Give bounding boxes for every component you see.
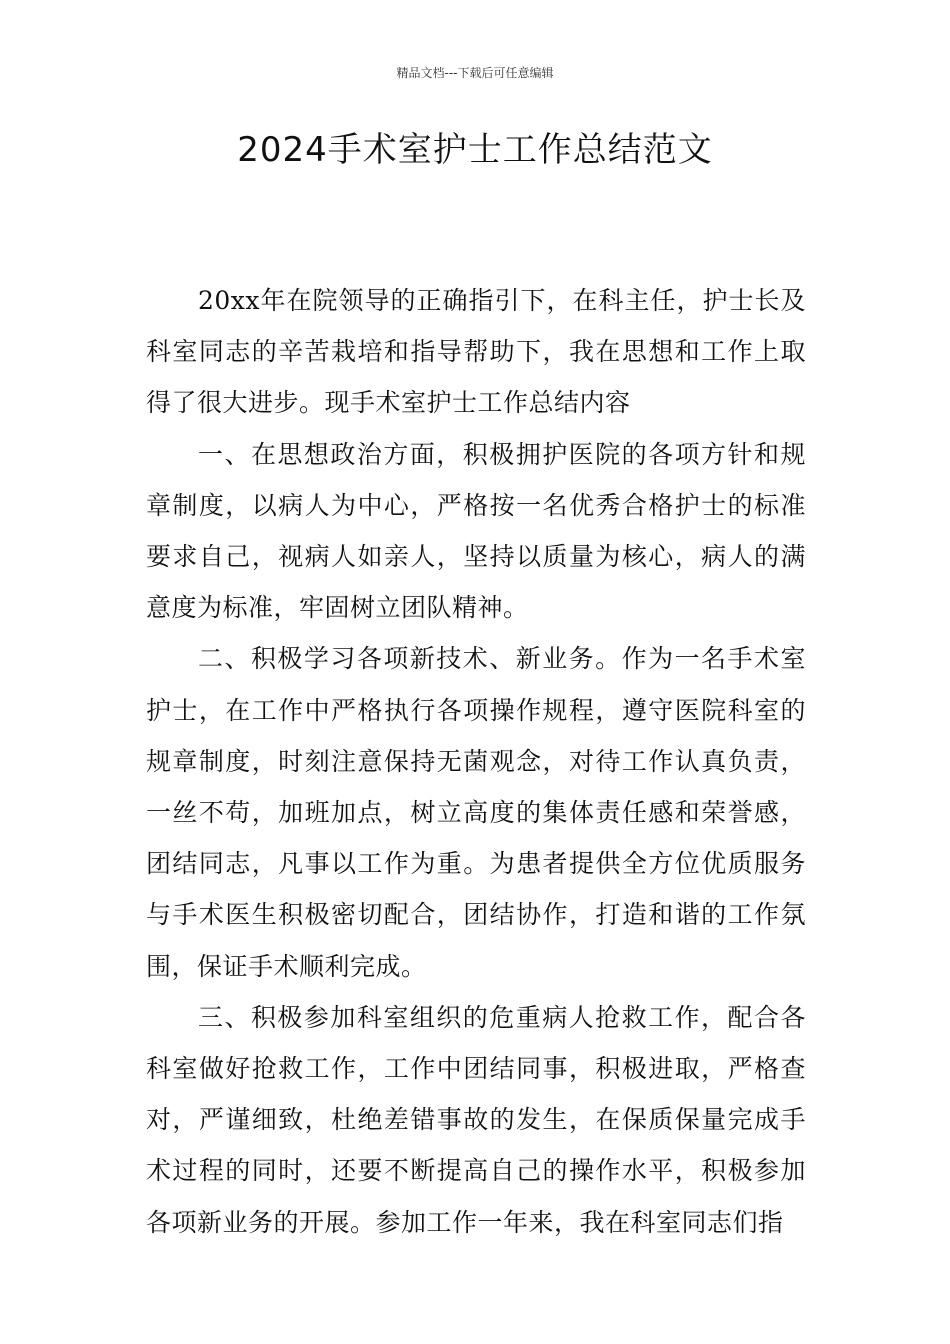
paragraph-section-3: 三、积极参加科室组织的危重病人抢救工作，配合各科室做好抢救工作，工作中团结同事，积极进取，严格查对，严谨细致，杜绝差错事故的发生，在保质保量完成手术过程的同时，还要不断提高自己的操作水平，积极参加各项新业务的开展。参加工作一年来，我在科室同志们指 <box>146 1002 806 1237</box>
document-title: 2024手术室护士工作总结范文 <box>237 130 713 170</box>
paragraph-intro: 20xx年在院领导的正确指引下，在科主任，护士长及科室同志的辛苦栽培和指导帮助下，我在思想和工作上取得了很大进步。现手术室护士工作总结内容 <box>146 286 806 418</box>
header-note: 精品文档---下载后可任意编辑 <box>396 66 554 80</box>
paragraph-section-2: 二、积极学习各项新技术、新业务。作为一名手术室护士，在工作中严格执行各项操作规程，遵守医院科室的规章制度，时刻注意保持无菌观念，对待工作认真负责，一丝不苟，加班加点，树立高度的集体责任感和荣誉感，团结同志，凡事以工作为重。为患者提供全方位优质服务与手术医生积极密切配合，团结协作，打造和谐的工作氛围，保证手术顺利完成。 <box>146 644 806 981</box>
paragraph-section-1: 一、在思想政治方面，积极拥护医院的各项方针和规章制度，以病人为中心，严格按一名优秀合格护士的标准要求自己，视病人如亲人，坚持以质量为核心，病人的满意度为标准，牢固树立团队精神。 <box>146 439 806 623</box>
document-body <box>146 275 806 1248</box>
